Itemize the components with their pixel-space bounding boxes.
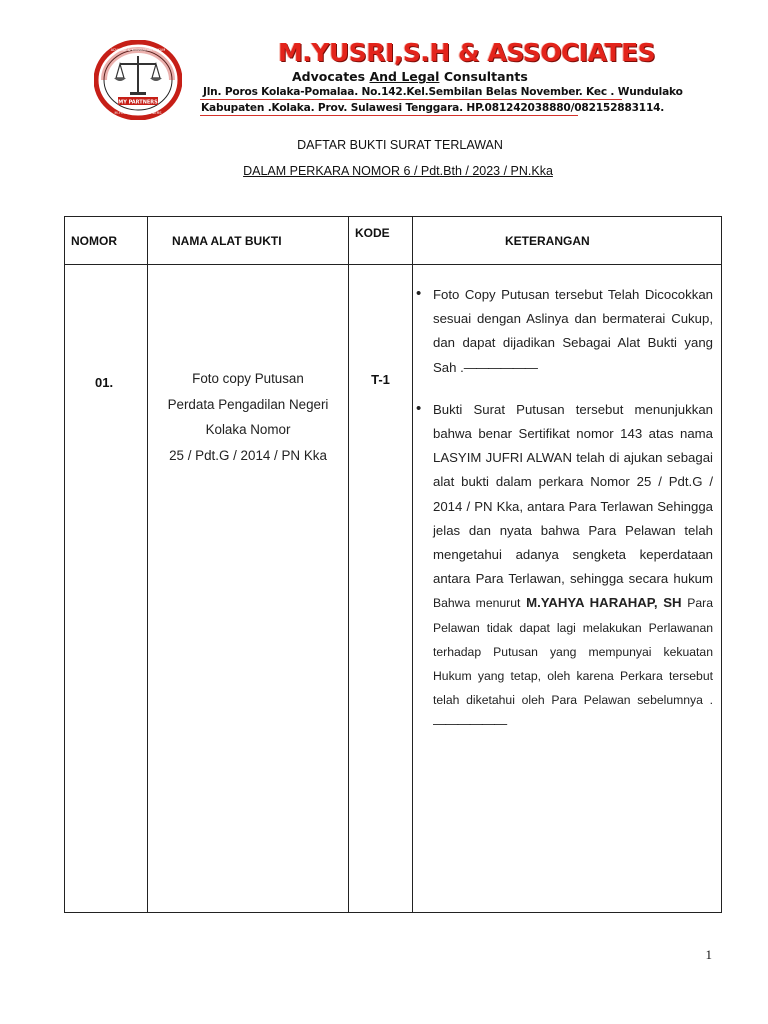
keterangan-2-name: M.YAHYA HARAHAP, SH bbox=[526, 595, 682, 611]
nama-line-1: Foto copy Putusan bbox=[192, 371, 304, 386]
cell-nomor: 01. bbox=[65, 265, 148, 913]
firm-name: M.YUSRI,S.H & ASSOCIATES bbox=[278, 38, 656, 67]
tagline-part-1: Advocates bbox=[292, 69, 366, 84]
table-row bbox=[65, 265, 722, 913]
keterangan-2-dash: —————— bbox=[433, 716, 507, 732]
document-title: DAFTAR BUKTI SURAT TERLAWAN bbox=[297, 138, 503, 152]
keterangan-item-2 bbox=[416, 398, 713, 737]
nama-line-2: Perdata Pengadilan Negeri bbox=[167, 396, 329, 412]
header-kode: KODE bbox=[349, 217, 413, 265]
nama-line-4: 25 / Pdt.G / 2014 / PN Kka bbox=[169, 447, 327, 463]
firm-logo-emblem bbox=[94, 40, 182, 120]
page-number: 1 bbox=[705, 947, 712, 962]
case-number-title: DALAM PERKARA NOMOR 6 / Pdt.Bth / 2023 / PN.Kka bbox=[243, 164, 553, 178]
document-subtitle bbox=[14, 164, 768, 178]
address-line-1: Jln. Poros Kolaka-Pomalaa. No.142.Kel.Sembilan Belas November. Kec . Wundulako bbox=[203, 86, 683, 98]
header-nama-alat-bukti: NAMA ALAT BUKTI bbox=[148, 217, 349, 265]
keterangan-2-text: Bukti Surat Putusan tersebut menunjukkan bahwa benar Sertifikat nomor 143 atas nama LASYIM JUFRI ALWAN telah di ajukan sebagai alat bukti dalam perkara Nomor 25 / Pdt.G / 2014 / PN Kka, antara Para Terlawan Sehingga jelas dan nyata bahwa Para Pelawan telah mengetahui adanya sengketa keperdataan antara Para Terlawan, sehingga secara hukum bbox=[433, 401, 713, 587]
evidence-table bbox=[64, 216, 722, 913]
keterangan-1-dash: —————— bbox=[463, 359, 537, 375]
svg-text:ADVOKAT & KONSULTAN HUKUM: ADVOKAT & KONSULTAN HUKUM bbox=[110, 48, 166, 52]
keterangan-2-tail: Para Pelawan tidak dapat lagi melakukan Perlawanan terhadap Putusan yang mempunyai kekuatan Hukum yang tetap, oleh karena Perkara tersebut telah diketahui oleh Para Pelawan sebelumnya . bbox=[433, 596, 713, 708]
header-nomor: NOMOR bbox=[65, 217, 148, 265]
address-underline-2 bbox=[200, 115, 578, 116]
tagline-part-2: And Legal bbox=[369, 69, 440, 84]
address-line-2: Kabupaten .Kolaka. Prov. Sulawesi Tenggara. HP.081242038880/082152883114. bbox=[201, 102, 665, 114]
svg-text:M.YUSRI, S.H & PARTNERS: M.YUSRI, S.H & PARTNERS bbox=[114, 111, 162, 115]
nama-line-3: Kolaka Nomor bbox=[205, 422, 291, 437]
cell-keterangan bbox=[413, 265, 722, 913]
bullet-icon: • bbox=[416, 399, 422, 417]
keterangan-list bbox=[416, 283, 713, 737]
cell-nama-alat-bukti bbox=[148, 265, 349, 913]
keterangan-item-1 bbox=[416, 283, 713, 380]
keterangan-2-pre: Bahwa menurut bbox=[433, 596, 521, 611]
cell-kode: T-1 bbox=[349, 265, 413, 913]
address-underline-1 bbox=[200, 99, 622, 100]
letterhead bbox=[90, 36, 710, 120]
firm-tagline bbox=[292, 69, 528, 84]
svg-text:MY PARTNERS: MY PARTNERS bbox=[118, 99, 158, 106]
bullet-icon: • bbox=[416, 285, 422, 302]
keterangan-1-text: Foto Copy Putusan tersebut Telah Dicocokkan sesuai dengan Aslinya dan bermaterai Cukup, dan dapat dijadikan Sebagai Alat Bukti yang Sah . bbox=[433, 287, 713, 375]
tagline-part-3: Consultants bbox=[443, 69, 528, 84]
header-keterangan: KETERANGAN bbox=[413, 217, 722, 265]
table-header-row bbox=[65, 217, 722, 265]
